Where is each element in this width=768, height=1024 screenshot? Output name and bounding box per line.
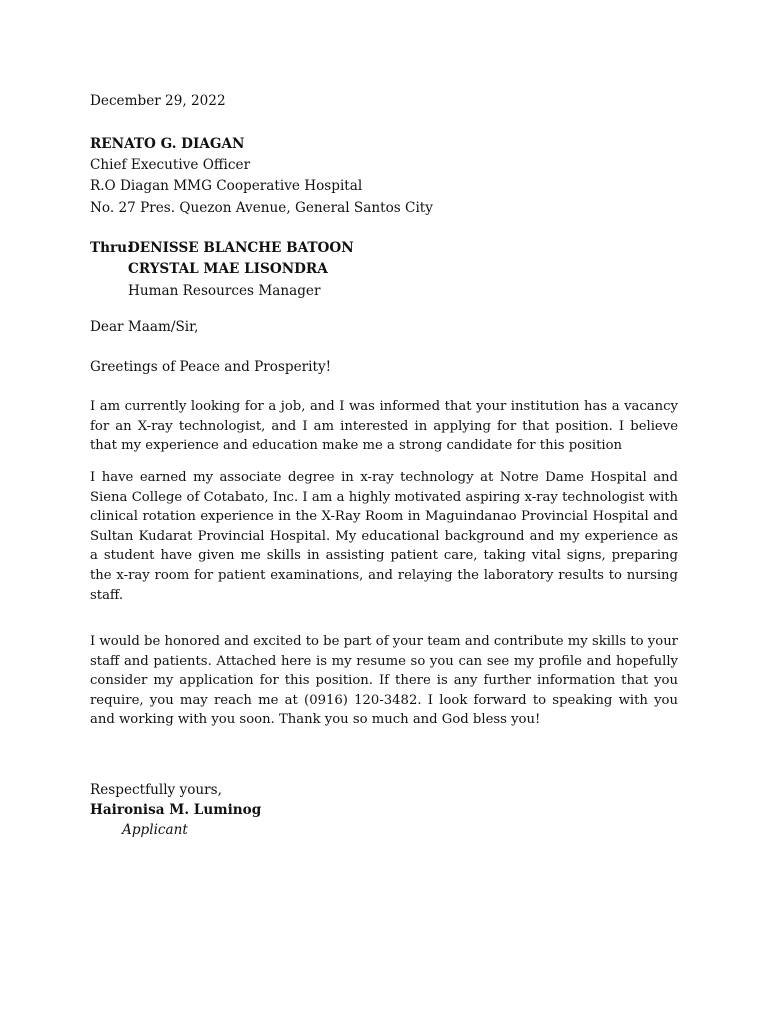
recipient-organization: R.O Diagan MMG Cooperative Hospital: [90, 178, 363, 194]
body-paragraph-1: I am currently looking for a job, and I was informed that your institution has a vacancy for an X-ray technologist, and I am interested in applying for that position. I believe that my experience and education make me a strong candidate for this position: [90, 399, 678, 454]
body-paragraph-2: I have earned my associate degree in x-ray technology at Notre Dame Hospital and Siena College of Cotabato, Inc. I am a highly motivated aspiring x-ray technologist with clinical rotation experience in the X-Ray Room in Maguindanao Provincial Hospital and Sultan Kudarat Provincial Hospital. My educational background and my experience as a student have given me skills in assisting patient care, taking vital signs, preparing the x-ray room for patient examinations, and relaying the laboratory results to nursing staff.: [90, 470, 678, 603]
recipient-address: No. 27 Pres. Quezon Avenue, General Santos City: [90, 200, 433, 216]
signatory-name: Haironisa M. Luminog: [90, 802, 262, 818]
letter-date: December 29, 2022: [90, 93, 226, 109]
thru-name-1: DENISSE BLANCHE BATOON: [128, 240, 354, 256]
signatory-role: Applicant: [122, 822, 188, 838]
thru-label: Thru:: [90, 240, 133, 256]
body-paragraph-3: I would be honored and excited to be part of your team and contribute my skills to your staff and patients. Attached here is my resume so you can see my profile and hopefully consider my application for this position. If there is any further information that you require, you may reach me at (0916) 120-3482. I look forward to speaking with you and working with you soon. Thank you so much and God bless you!: [90, 634, 678, 728]
recipient-name: RENATO G. DIAGAN: [90, 136, 245, 152]
thru-line: [90, 238, 354, 258]
greeting: Greetings of Peace and Prosperity!: [90, 359, 332, 375]
thru-title: Human Resources Manager: [128, 283, 321, 299]
recipient-title: Chief Executive Officer: [90, 157, 251, 173]
closing: Respectfully yours,: [90, 782, 222, 798]
salutation: Dear Maam/Sir,: [90, 319, 199, 335]
thru-name-2: CRYSTAL MAE LISONDRA: [128, 261, 328, 277]
